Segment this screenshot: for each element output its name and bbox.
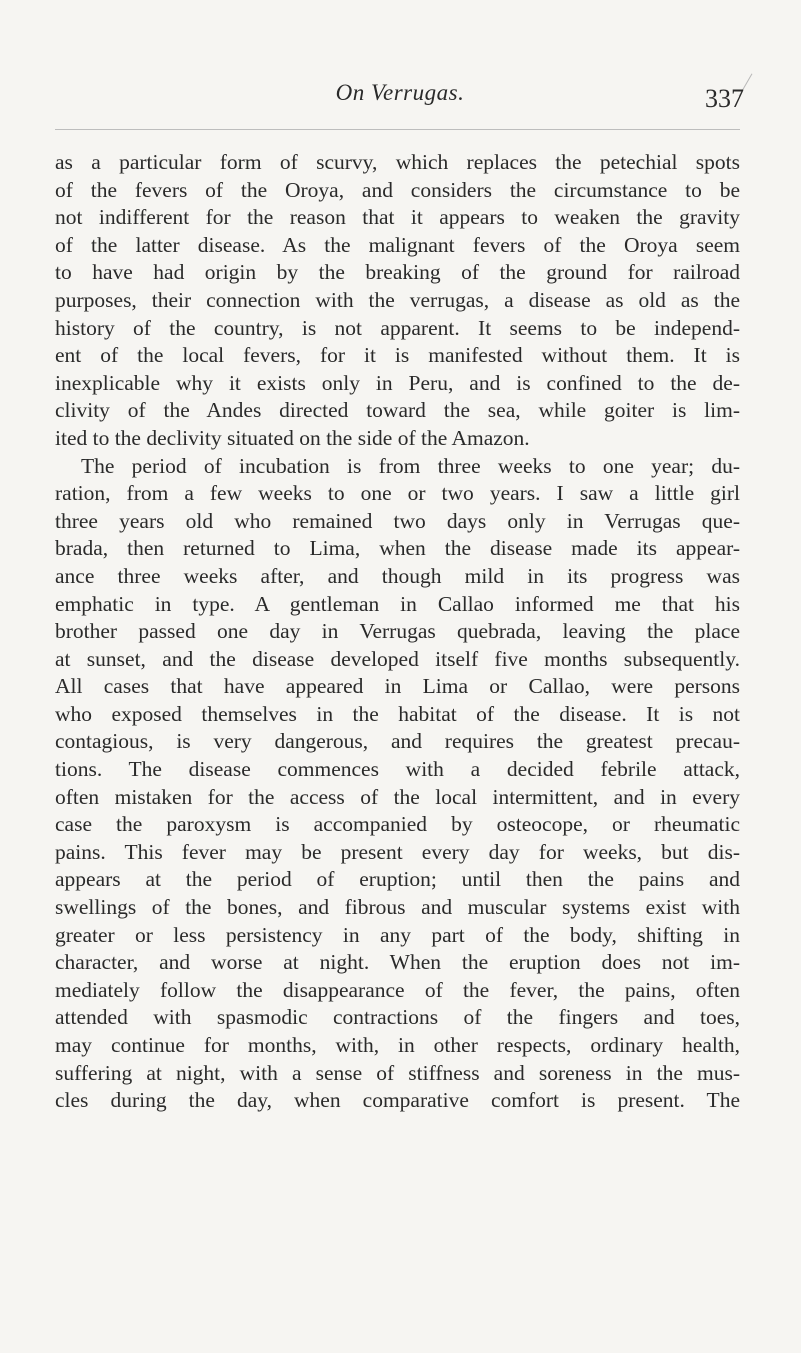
text-line: of the latter disease. As the malignant fevers of the Oroya seem bbox=[55, 232, 740, 257]
text-line: character, and worse at night. When the eruption does not im- bbox=[55, 950, 740, 975]
text-line: three years old who remained two days only in Verrugas que- bbox=[55, 508, 740, 533]
text-line: inexplicable why it exists only in Peru, and is confined to the de- bbox=[55, 370, 740, 395]
header-rule bbox=[55, 129, 740, 130]
text-line: ent of the local fevers, for it is manifested without them. It is bbox=[55, 343, 740, 368]
text-line: not indifferent for the reason that it appears to weaken the gravity bbox=[55, 205, 740, 230]
text-line: of the fevers of the Oroya, and considers the circumstance to be bbox=[55, 177, 740, 202]
text-line: attended with spasmodic contractions of the fingers and toes, bbox=[55, 1005, 740, 1030]
running-header-title: On Verrugas. bbox=[335, 80, 465, 105]
text-line: ance three weeks after, and though mild in its progress was bbox=[55, 563, 740, 588]
text-line: may continue for months, with, in other respects, ordinary health, bbox=[55, 1033, 740, 1057]
body-text bbox=[55, 149, 740, 1115]
text-line: history of the country, is not apparent. It seems to be independ- bbox=[55, 315, 740, 340]
text-line: pains. This fever may be present every day for weeks, but dis- bbox=[55, 839, 740, 864]
text-line: suffering at night, with a sense of stiffness and soreness in the mus- bbox=[55, 1060, 740, 1085]
text-line: often mistaken for the access of the local intermittent, and in every bbox=[55, 784, 740, 809]
text-line: brada, then returned to Lima, when the disease made its appear- bbox=[55, 536, 740, 561]
text-line: greater or less persistency in any part of the body, shifting in bbox=[55, 922, 740, 947]
text-line: who exposed themselves in the habitat of the disease. It is not bbox=[55, 701, 740, 726]
text-line: brother passed one day in Verrugas quebrada, leaving the place bbox=[55, 619, 740, 644]
text-line: The period of incubation is from three weeks to one year; du- bbox=[81, 453, 740, 478]
text-line: as a particular form of scurvy, which replaces the petechial spots bbox=[55, 150, 740, 174]
text-line: contagious, is very dangerous, and requires the greatest precau- bbox=[55, 729, 740, 754]
page-number: 337 bbox=[705, 84, 744, 113]
text-line: All cases that have appeared in Lima or Callao, were persons bbox=[55, 674, 740, 699]
text-line: ration, from a few weeks to one or two years. I saw a little girl bbox=[55, 481, 740, 506]
text-line: mediately follow the disappearance of the fever, the pains, often bbox=[55, 977, 740, 1002]
text-line: at sunset, and the disease developed itself five months subsequently. bbox=[55, 646, 740, 671]
text-line: purposes, their connection with the verrugas, a disease as old as the bbox=[55, 287, 740, 312]
text-line: swellings of the bones, and fibrous and muscular systems exist with bbox=[55, 895, 740, 920]
text-line: cles during the day, when comparative comfort is present. The bbox=[55, 1088, 740, 1113]
text-line: appears at the period of eruption; until then the pains and bbox=[55, 867, 740, 892]
text-line: to have had origin by the breaking of the ground for railroad bbox=[55, 260, 740, 285]
text-line: tions. The disease commences with a decided febrile attack, bbox=[55, 757, 740, 782]
text-line: case the paroxysm is accompanied by osteocope, or rheumatic bbox=[55, 812, 740, 837]
text-line: ited to the declivity situated on the side of the Amazon. bbox=[55, 425, 530, 450]
text-line: emphatic in type. A gentleman in Callao informed me that his bbox=[55, 591, 740, 616]
text-line: clivity of the Andes directed toward the sea, while goiter is lim- bbox=[55, 398, 740, 423]
